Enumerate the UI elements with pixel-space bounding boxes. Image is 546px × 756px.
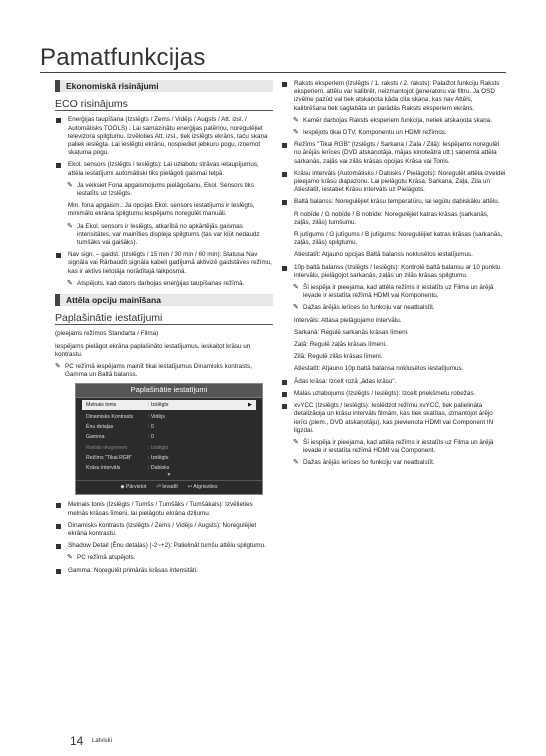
paragraph: R jutīgums / G jutīgums / B jutīgums: Noregulējiet katras krāsas (sarkanās, zaļās, zilās) spilgtumu. bbox=[294, 231, 503, 247]
subheading-advanced: Paplašinātie iestatījumi bbox=[55, 314, 273, 325]
bullet-item: Nav sign. – gaidst. (Izslēgts / 15 min / 30 min / 60 min): Statusa Nav signāla vai Rārbaudīt signāla kabeli gadījumā aktivizē gaidstāves režīmu, kas ir aktīvs lietotāja norādītajā laikposmā. bbox=[55, 251, 273, 276]
bullet-item: Malas uzlabojums (Izslēgts / Ieslēgts): Izcelt priekšmetu robežas. bbox=[281, 390, 506, 398]
osd-row: Ēnu detaļas : 0 bbox=[86, 424, 154, 431]
bullet-item: Melnais tonis (Izslēgts / Tumšs / Tumšāks / Tumšākais): Izvēlieties melnās krāsas līmeni, lai pielāgotu ekrāna dziļumu. bbox=[55, 501, 273, 517]
scroll-down-icon: ▼ bbox=[166, 472, 172, 479]
bullet-item: Dinamisks kontrasts (Izslēgts / Zems / Vidējs / Augsts): Noregulējiet ekrāna kontrastu. bbox=[55, 522, 273, 538]
note-icon: ✎ bbox=[293, 459, 299, 467]
paragraph: R nobīde / G nobīde / B nobīde: Noregulējiet katras krāsas (sarkanās, zaļās, zilās) tumšumu. bbox=[294, 210, 489, 226]
bullet-item: Ādas krāsa: Izcelt rozā „ādas krāsu". bbox=[281, 378, 506, 386]
note: ✎ Kamēr darbojas Raksts eksperiem funkcija, netiek atskaņota skaņa. bbox=[293, 116, 492, 124]
note: ✎ PC režīmā atspējots. bbox=[67, 554, 136, 562]
paragraph: Zaļā: Regulē zaļās krāsas līmeni. bbox=[294, 341, 387, 349]
bullet-item: Režīms "Tikai RGB" (Izslēgts / Sarkana / Zaļa / Zilā): Iespējams noregulēt no ārējās ierīces (DVD atskaņotāja, mājas kinoteātra utt.) saņemtā attēla sarkanās, zaļās vai zilās krāsas opcijas Krāsa vai Tonis. bbox=[281, 141, 506, 166]
enter-hint: ⏎ Ievadīt bbox=[156, 484, 178, 491]
paragraph: Sarkanā: Regulē sarkanās krāsas līmeni. bbox=[294, 328, 409, 336]
note-icon: ✎ bbox=[293, 116, 299, 124]
bullet-item: Ekol. sensors (Izslēgts / Ieslēgts): Lai uzlabotu strāvas ietaupījumus; attēla iestatījumi automātiski tiks pielāgoti gaismai telpā. bbox=[55, 161, 273, 177]
bullet-item: Baltā balanss: Noregulējiet krāsu temperatūru, lai iegūtu dabiskāku attēlu. bbox=[281, 198, 506, 206]
note: ✎ Ja veiksiet Fona apgaismojums pielāgošanu, Ekol. Sensors tiks iestatīts uz Izslēgts. bbox=[67, 181, 255, 198]
note-icon: ✎ bbox=[55, 363, 61, 371]
footer-language: Latviski bbox=[92, 738, 113, 744]
note-icon: ✎ bbox=[67, 222, 73, 230]
bullet-item: Raksts eksperiem (Izslēgts / 1. raksts / 2. raksts): Palaižot funkciju Raksts eksperiem, attēlu var kalibrēt, neizmantojot ģeneratoru vai filtru. Ja OSD izvēlne pazūd vai tiek atskaņota kāda cita skaņa, kas nav Attēls, kalibrēšana tiek saglabāta un parādās Raksts eksperiem ekrāns. bbox=[281, 80, 506, 113]
osd-row: Dinamisks Kontrasts : Vidējs bbox=[86, 413, 165, 420]
osd-row: Raksts eksperiem : Izslēgts bbox=[86, 444, 169, 451]
bullet-item: Enerģijas taupīšana (Izslēgts / Zems / Vidējs / Augsts / Att. izsl. / Automātisks TOOLS) : Lai samazinātu enerģijas patēriņu, noregulējiet televizora spilgtumu. Izvēloties Att. izsl., tiek izslēgts ekrāns, taču skaņa paliek ieslēgta. Lai ieslēgtu ekrānu, nospiediet jebkuru pogu, izņemot skaļuma pogu. bbox=[55, 116, 273, 157]
paragraph: Iespējams pielāgot ekrāna paplašināto iestatījumus, ieskaitot krāsu un kontrastu. bbox=[55, 342, 251, 358]
page-title: Pamatfunkcijas bbox=[40, 44, 206, 71]
left-column bbox=[55, 80, 273, 579]
note: ✎ Dažas ārējās ierīces šo funkciju var neatbalstīt. bbox=[293, 459, 435, 467]
note-icon: ✎ bbox=[67, 181, 73, 189]
note-icon: ✎ bbox=[67, 554, 73, 562]
note: ✎ Atspējots, kad dators darbojas enerģijas taupīšanas režīmā. bbox=[67, 279, 245, 287]
paragraph: Zilā: Regulē zilās krāsas līmeni. bbox=[294, 353, 383, 361]
title-rule bbox=[40, 72, 506, 73]
note-icon: ✎ bbox=[293, 284, 299, 292]
bullet-item: Krāsu intervāls (Automātisks / Dabisks / Pielāgots): Noregulēt attēla izveidei pieejamo krāsu diapazonu. Lai pielāgotu Krāsa, Sarkana, Zaļa, Zila un Atiestatīt, iestatiet Krāsu intervāls uz Pielāgots. bbox=[281, 170, 506, 195]
osd-row: Režīms "Tikai RGB" : Izslēgts bbox=[86, 454, 169, 461]
osd-title: Paplašinātie iestatījumi bbox=[76, 384, 262, 397]
osd-footer bbox=[76, 480, 262, 491]
note: ✎ Šī iespēja ir pieejama, kad attēla režīms ir iestatīts uz Filma un ārējā ievade ir iestatīta režīmā HDMI vai Komponentu. bbox=[293, 284, 494, 300]
note-icon: ✎ bbox=[293, 129, 299, 137]
bullet-item: Shadow Detail (Ēnu detaļas) (-2~+2): Palielināt tumšu attēlu spilgtumu. bbox=[55, 542, 273, 550]
return-hint: ↩ Atgriezties bbox=[187, 484, 218, 491]
paragraph: Atiestatīt: Atjauno opcijas Baltā balanss noklusētos iestatījumus. bbox=[294, 251, 473, 259]
note: ✎ Šī iespēja ir pieejama, kad attēla režīms ir iestatīts uz Filma un ārējā ievade ir iestatīta režīmā HDMI vai Component. bbox=[293, 438, 494, 455]
paragraph: Intervāls: Atlasa pielāgojamo intervālu. bbox=[294, 316, 402, 324]
arrow-right-icon: ▶ bbox=[248, 401, 252, 408]
paragraph: Min. fona apgaism.: Ja opcijas Ekol. sensors iestatījums ir Ieslēgts, minimālo ekrāna spilgtumu iespējams noregulēt manuāli. bbox=[68, 202, 255, 218]
right-column bbox=[281, 80, 506, 472]
note-icon: ✎ bbox=[293, 304, 299, 312]
page-number: 14 bbox=[70, 734, 84, 748]
section-heading-picture-options: Attēla opciju mainīšana bbox=[55, 294, 273, 306]
note: ✎ PC režīmā iespējams mainīt tikai iestatījumus Dinamisks kontrasts, Gamma un Baltā balanss. bbox=[55, 363, 252, 379]
note: ✎ Dažas ārējās ierīces šo funkciju var neatbalstīt. bbox=[293, 304, 435, 312]
note-icon: ✎ bbox=[67, 279, 73, 287]
subheading-eco: ECO risinājums bbox=[55, 100, 273, 111]
bullet-item: 10p baltā balanss (Izslēgts / Ieslēgts): Kontrolē baltā balansu ar 10 punktu intervālu, pielāgojot sarkanās, zaļās un zilās krāsas spilgtumu. bbox=[281, 264, 506, 280]
note: ✎ Iespējots tikai DTV, Komponentu un HDMI režīmos. bbox=[293, 129, 447, 137]
bullet-item: xvYCC (Izslēgts / Ieslēgts): Ieslēdzot režīmu xvYCC, tiek palielināta detalizācija un krāsu intervāls filmām, kas tiek skatītas, izmantojot ārējo ierīci (piem., DVD atskaņotāju), kas pievienota HDMI vai Component IN ligzdai. bbox=[281, 402, 506, 435]
note: ✎ Ja Ekol. sensors ir Ieslēgts, atkarībā no apkārtējās gaismas intensitātes, var mainīties displeja spilgtums (tas var kļūt nedaudz tumšāks vai gaišāks). bbox=[67, 222, 260, 247]
osd-menu-screenshot bbox=[75, 383, 263, 495]
bullet-item: Gamma: Noregulēt primārās krāsas intensitāti. bbox=[55, 567, 273, 575]
osd-row: Gamma : 0 bbox=[86, 434, 154, 441]
osd-row-selected: Melnais tonis : Izslēgts ▶ bbox=[82, 400, 256, 410]
move-hint: ◆ Pārvietot bbox=[120, 484, 147, 491]
section-heading-economy: Ekonomiskā risinājumi bbox=[55, 80, 273, 92]
paragraph: (pieejams režīmos Standarta / Filma) bbox=[55, 330, 159, 338]
osd-row: Krāsu intervāls : Dabisks bbox=[86, 464, 170, 471]
paragraph: Atiestatīt: Atjauno 10p baltā balansa noklusētos iestatījumus. bbox=[294, 365, 464, 373]
note-icon: ✎ bbox=[293, 438, 299, 446]
